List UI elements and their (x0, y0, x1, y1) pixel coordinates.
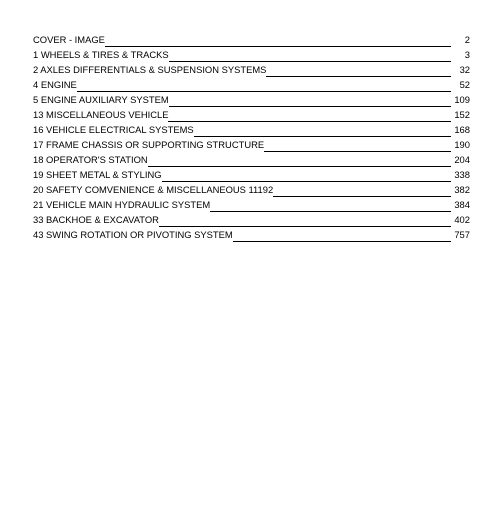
toc-entry-page[interactable]: 152 (454, 109, 470, 120)
table-of-contents (33, 32, 470, 242)
toc-entry-page[interactable]: 52 (459, 79, 470, 90)
toc-entry-title[interactable]: 20 SAFETY COMVENIENCE & MISCELLANEOUS 11192 (33, 184, 274, 195)
toc-entry-title[interactable]: 17 FRAME CHASSIS OR SUPPORTING STRUCTURE (33, 139, 265, 150)
toc-entry[interactable] (33, 137, 470, 152)
toc-entry-title[interactable]: 4 ENGINE (33, 79, 77, 90)
toc-entry-page[interactable]: 382 (454, 184, 470, 195)
toc-entry-title[interactable]: 1 WHEELS & TIRES & TRACKS (33, 49, 169, 60)
toc-entry[interactable] (33, 107, 470, 122)
toc-entry-page[interactable]: 2 (464, 34, 470, 45)
toc-entry[interactable] (33, 212, 470, 227)
toc-entry-page[interactable]: 204 (454, 154, 470, 165)
toc-entry[interactable] (33, 227, 470, 242)
toc-entry-title[interactable]: COVER - IMAGE (33, 34, 105, 45)
toc-entry-page[interactable]: 109 (454, 94, 470, 105)
toc-entry-title[interactable]: 16 VEHICLE ELECTRICAL SYSTEMS (33, 124, 194, 135)
toc-entry-title[interactable]: 21 VEHICLE MAIN HYDRAULIC SYSTEM (33, 199, 211, 210)
toc-entry-page[interactable]: 338 (454, 169, 470, 180)
toc-entry-title[interactable]: 13 MISCELLANEOUS VEHICLE (33, 109, 169, 120)
toc-entry-page[interactable]: 32 (459, 64, 470, 75)
toc-entry[interactable] (33, 197, 470, 212)
toc-entry-page[interactable]: 3 (464, 49, 470, 60)
toc-entry-title[interactable]: 19 SHEET METAL & STYLING (33, 169, 162, 180)
toc-entry[interactable] (33, 92, 470, 107)
toc-entry[interactable] (33, 122, 470, 137)
toc-entry-page[interactable]: 757 (454, 229, 470, 240)
toc-entry-title[interactable]: 43 SWING ROTATION OR PIVOTING SYSTEM (33, 229, 233, 240)
toc-entry-title[interactable]: 2 AXLES DIFFERENTIALS & SUSPENSION SYSTEMS (33, 64, 267, 75)
toc-entry-title[interactable]: 5 ENGINE AUXILIARY SYSTEM (33, 94, 169, 105)
toc-entry[interactable] (33, 182, 470, 197)
toc-entry-page[interactable]: 190 (454, 139, 470, 150)
toc-entry-title[interactable]: 33 BACKHOE & EXCAVATOR (33, 214, 159, 225)
toc-entry[interactable] (33, 152, 470, 167)
toc-entry[interactable] (33, 77, 470, 92)
toc-entry-page[interactable]: 402 (454, 214, 470, 225)
toc-entry[interactable] (33, 167, 470, 182)
toc-entry-page[interactable]: 384 (454, 199, 470, 210)
toc-entry-page[interactable]: 168 (454, 124, 470, 135)
leader-rule (225, 241, 451, 242)
toc-entry-title[interactable]: 18 OPERATOR'S STATION (33, 154, 148, 165)
toc-entry[interactable] (33, 47, 470, 62)
toc-entry[interactable] (33, 32, 470, 47)
toc-entry[interactable] (33, 62, 470, 77)
